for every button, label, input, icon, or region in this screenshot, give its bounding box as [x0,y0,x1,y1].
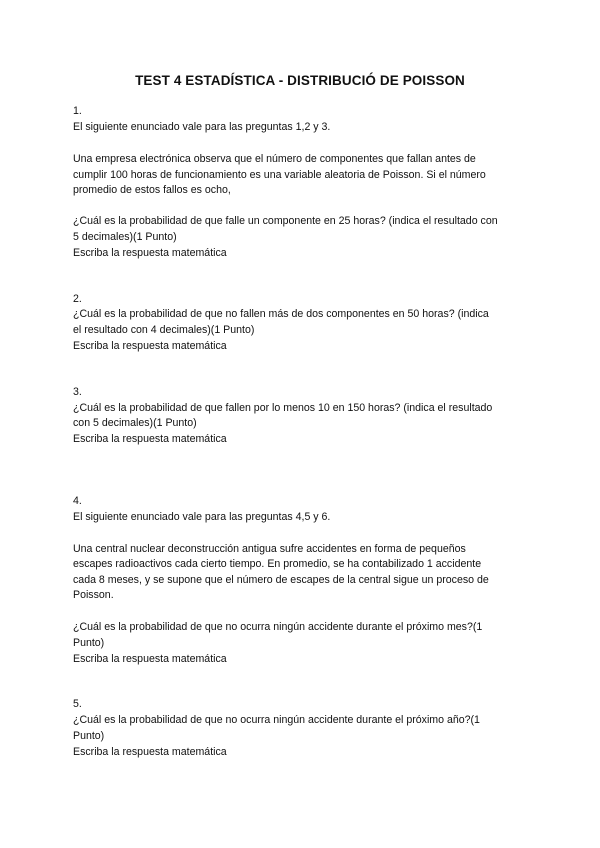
question-2-answer-prompt: Escriba la respuesta matemática [73,340,227,352]
question-3-answer-prompt: Escriba la respuesta matemática [73,433,227,445]
question-4-number: 4. [73,495,82,507]
question-1-context-line-2: cumplir 100 horas de funcionamiento es una variable aleatoria de Poisson. Si el número [73,169,486,181]
question-3-text-line-1: ¿Cuál es la probabilidad de que fallen por lo menos 10 en 150 horas? (indica el resultado [73,402,493,414]
question-2-text-line-1: ¿Cuál es la probabilidad de que no fallen más de dos componentes en 50 horas? (indica [73,308,489,320]
question-4-intro: El siguiente enunciado vale para las preguntas 4,5 y 6. [73,511,331,523]
question-1-context-line-1: Una empresa electrónica observa que el número de componentes que fallan antes de [73,153,476,165]
question-5-answer-prompt: Escriba la respuesta matemática [73,746,227,758]
question-4-answer-prompt: Escriba la respuesta matemática [73,653,227,665]
question-4-text-line-1: ¿Cuál es la probabilidad de que no ocurra ningún accidente durante el próximo mes?(1 [73,621,483,633]
page-title: TEST 4 ESTADÍSTICA - DISTRIBUCIÓ DE POISSON [135,73,465,88]
question-5-text-line-1: ¿Cuál es la probabilidad de que no ocurra ningún accidente durante el próximo año?(1 [73,714,480,726]
question-1-intro: El siguiente enunciado vale para las preguntas 1,2 y 3. [73,121,331,133]
question-2-text-line-2: el resultado con 4 decimales)(1 Punto) [73,324,255,336]
question-1-text-line-1: ¿Cuál es la probabilidad de que falle un componente en 25 horas? (indica el resultado con [73,215,498,227]
question-4-context-line-4: Poisson. [73,589,114,601]
question-2-number: 2. [73,293,82,305]
question-1-context-line-3: promedio de estos fallos es ocho, [73,184,231,196]
question-4-context-line-3: cada 8 meses, y se supone que el número de escapes de la central sigue un proceso de [73,574,489,586]
question-4-text-line-2: Punto) [73,637,105,649]
question-3-text-line-2: con 5 decimales)(1 Punto) [73,417,197,429]
question-4-context-line-2: escapes radioactivos cada cierto tiempo. En promedio, se ha contabilizado 1 accidente [73,558,482,570]
question-5-text-line-2: Punto) [73,730,105,742]
question-5-number: 5. [73,698,82,710]
question-1-text-line-2: 5 decimales)(1 Punto) [73,231,177,243]
question-3-number: 3. [73,386,82,398]
question-4-context-line-1: Una central nuclear deconstrucción antigua sufre accidentes en forma de pequeños [73,543,466,555]
question-1-answer-prompt: Escriba la respuesta matemática [73,247,227,259]
question-1-number: 1. [73,105,82,117]
